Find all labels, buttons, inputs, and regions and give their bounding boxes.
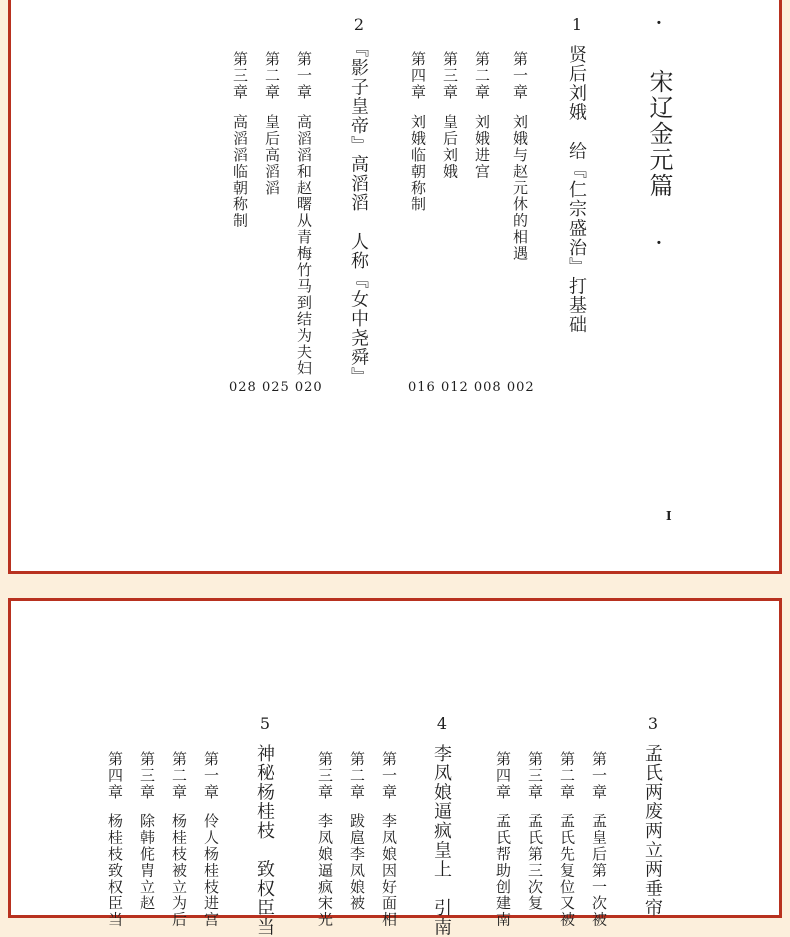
part-4-number: 4 [436,714,448,733]
part-3-chapter-4-label: 第四章 [494,751,512,801]
part-1-chapter-3-title: 皇后刘娥 [441,114,459,180]
part-3-chapter-2-label: 第二章 [558,751,576,801]
part-3-number: 3 [647,714,659,733]
part-5-number: 5 [259,714,271,733]
part-2-chapter-2-title: 皇后高滔滔 [263,114,281,196]
part-1-chapter-4-title: 刘娥临朝称制 [409,114,427,213]
part-3-chapter-2-title: 孟氏先复位又被 [558,813,576,928]
part-2-page-numbers: 028 025 020 [229,380,323,395]
part-5-chapter-2-label: 第二章 [170,751,188,801]
part-4-chapter-1-title: 李凤娘因好面相 [380,813,398,928]
part-2-number: 2 [353,15,365,34]
page-number: I [666,509,672,523]
part-3-chapter-3-title: 孟氏第三次复 [526,813,544,912]
part-3-chapter-1-label: 第一章 [590,751,608,801]
part-2-chapter-1-label: 第一章 [295,51,313,101]
part-1-chapter-2-title: 刘娥进宫 [473,114,491,180]
part-2-chapter-1-title: 高滔滔和赵曙从青梅竹马到结为夫妇 [295,114,313,377]
part-1-chapter-1-title: 刘娥与赵元休的相遇 [511,114,529,262]
part-1-number: 1 [571,15,583,34]
part-1-chapter-4-label: 第四章 [409,51,427,101]
part-4-chapter-1-label: 第一章 [380,751,398,801]
part-3-chapter-3-label: 第三章 [526,751,544,801]
part-5-chapter-2-title: 杨桂枝被立为后 [170,813,188,928]
part-1-chapter-3-label: 第三章 [441,51,459,101]
part-4-chapter-2-title: 跋扈李凤娘被 [348,813,366,912]
part-1-chapter-2-label: 第二章 [473,51,491,101]
part-4-chapter-3-title: 李凤娘逼疯宋光 [316,813,334,928]
part-3-chapter-1-title: 孟皇后第一次被 [590,813,608,928]
part-5-chapter-4-label: 第四章 [106,751,124,801]
part-1-title: 贤后刘娥 给『仁宗盛治』打基础 [566,45,587,335]
part-4-chapter-2-label: 第二章 [348,751,366,801]
part-5-chapter-3-label: 第三章 [138,751,156,801]
part-5-title: 神秘杨桂枝 致权臣当 [254,744,275,937]
part-5-chapter-1-title: 伶人杨桂枝进宫 [202,813,220,928]
part-1-page-numbers: 016 012 008 002 [408,380,535,395]
part-4-title: 李凤娘逼疯皇上 引南 [431,744,452,937]
part-5-chapter-1-label: 第一章 [202,751,220,801]
part-5-chapter-3-title: 除韩侂胄立赵 [138,813,156,912]
part-2-chapter-3-label: 第三章 [231,51,249,101]
part-3-chapter-4-title: 孟氏帮助创建南 [494,813,512,928]
book-page-top [8,0,782,574]
part-2-chapter-2-label: 第二章 [263,51,281,101]
book-page-bottom [8,598,782,937]
section-title: · 宋辽金元篇 · [645,9,673,259]
part-5-chapter-4-title: 杨桂枝致权臣当 [106,813,124,928]
part-4-chapter-3-label: 第三章 [316,751,334,801]
part-3-title: 孟氏两废两立两垂帘 [642,744,663,918]
part-2-title: 『影子皇帝』高滔滔 人称『女中尧舜』 [348,39,369,387]
part-1-chapter-1-label: 第一章 [511,51,529,101]
part-2-chapter-3-title: 高滔滔临朝称制 [231,114,249,229]
